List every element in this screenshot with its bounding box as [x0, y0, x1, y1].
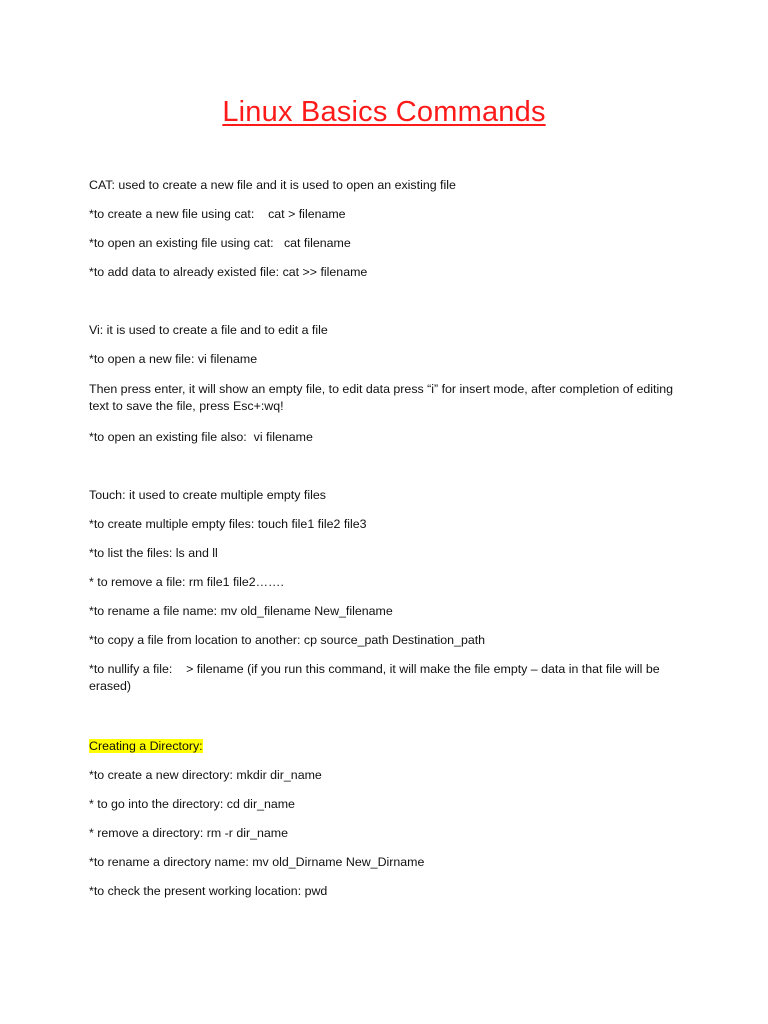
touch-remove-cmd: rm file1 file2…….: [188, 575, 284, 589]
cat-open-existing-cmd: cat filename: [283, 236, 351, 250]
vi-open-new-text: *to open a new file:: [89, 352, 195, 366]
cat-open-existing-line: [89, 235, 689, 252]
touch-copy-text: *to copy a file from location to another:: [89, 633, 301, 647]
vi-open-new-line: [89, 351, 689, 368]
touch-rename-cmd: mv old_filename New_filename: [220, 604, 393, 618]
directory-create-cmd: mkdir dir_name: [236, 768, 322, 782]
directory-rename-cmd: mv old_Dirname New_Dirname: [252, 855, 425, 869]
vi-instructions-text: Then press enter, it will show an empty file, to edit data press “i” for insert mode, after completion of editing text to save the file, press: [89, 382, 674, 413]
touch-rename-line: [89, 603, 689, 620]
touch-copy-cmd: cp source_path Destination_path: [303, 633, 486, 647]
touch-nullify-cmd: > filename: [186, 662, 244, 676]
cat-heading: CAT: used to create a new file and it is used to open an existing file: [89, 178, 456, 192]
directory-goto-text: * to go into the directory:: [89, 797, 224, 811]
vi-open-new-cmd: vi filename: [197, 352, 258, 366]
touch-list-cmd: ls and ll: [175, 546, 218, 560]
directory-heading-line: [89, 738, 689, 755]
touch-copy-line: [89, 632, 689, 649]
document-title: Linux Basics Commands: [222, 96, 546, 128]
vi-open-existing-line: [89, 429, 689, 446]
directory-rename-line: [89, 854, 689, 871]
directory-pwd-line: [89, 883, 689, 900]
touch-heading: Touch: it used to create multiple empty files: [89, 488, 326, 502]
cat-create-new-line: [89, 206, 689, 223]
cat-add-data-line: [89, 264, 689, 281]
cat-add-data-cmd: cat >> filename: [282, 265, 368, 279]
touch-multiple-line: [89, 516, 689, 533]
vi-open-existing-cmd: vi filename: [253, 430, 313, 444]
touch-list-line: [89, 545, 689, 562]
touch-nullify-note: (if you run this command, it will make the file empty – data in that file will be erased): [89, 662, 660, 693]
cat-open-existing-text: *to open an existing file using cat:: [89, 236, 274, 250]
touch-multiple-cmd: touch file1 file2 file3: [257, 517, 367, 531]
directory-goto-cmd: cd dir_name: [226, 797, 295, 811]
directory-remove-line: [89, 825, 689, 842]
vi-instructions-cmd: Esc+:wq!: [232, 399, 284, 413]
touch-rename-text: *to rename a file name:: [89, 604, 218, 618]
cat-add-data-text: *to add data to already existed file:: [89, 265, 280, 279]
directory-remove-cmd: rm -r dir_name: [206, 826, 289, 840]
touch-list-text: *to list the files:: [89, 546, 173, 560]
directory-rename-text: *to rename a directory name:: [89, 855, 249, 869]
vi-instructions: [89, 381, 679, 415]
touch-remove-line: [89, 574, 689, 591]
directory-create-line: [89, 767, 689, 784]
directory-pwd-cmd: pwd: [304, 884, 328, 898]
touch-nullify-text: *to nullify a file:: [89, 662, 173, 676]
directory-heading: Creating a Directory:: [89, 739, 203, 753]
vi-heading: Vi: it is used to create a file and to edit a file: [89, 323, 328, 337]
directory-remove-text: * remove a directory:: [89, 826, 204, 840]
touch-remove-text: * to remove a file:: [89, 575, 186, 589]
cat-create-new-text: *to create a new file using cat:: [89, 207, 255, 221]
directory-pwd-text: *to check the present working location:: [89, 884, 302, 898]
touch-nullify: [89, 661, 679, 695]
directory-create-text: *to create a new directory:: [89, 768, 233, 782]
directory-goto-line: [89, 796, 689, 813]
vi-open-existing-text: *to open an existing file also:: [89, 430, 247, 444]
touch-multiple-text: *to create multiple empty files:: [89, 517, 255, 531]
cat-create-new-cmd: cat > filename: [268, 207, 346, 221]
